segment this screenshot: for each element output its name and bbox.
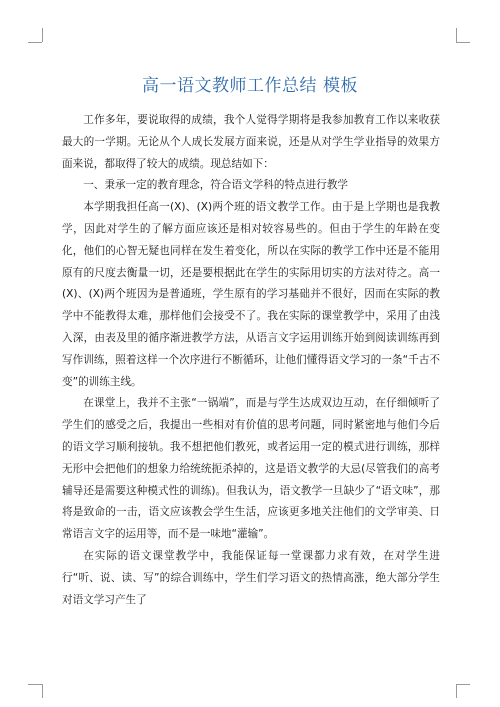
crop-mark-bottom-right-v [456,684,457,698]
paragraph-classroom: 在课堂上，我并不主张“一锅端”，而是与学生达成双边互动，在仔细倾听了学生们的感受之后，我提出一些相对有价值的思考问题，同时紧密地与他们今后的语文学习顺利接轨。我不想把他们教死，或者运用一定的模式进行训练，那样无形中会把他们的想象力给统统扼杀掉的，这是语文教学的大忌(尽管我们的高考辅导还是需要这种模式性的训练)。但我认为，语文教学一旦缺少了“语文味”，那将是致命的一击，语文应该教会学生生活，应该更多地关注他们的文学审美、日常语言文字的运用等，而不是一味地“灌输”。 [62,397,440,541]
paragraph-intro: 工作多年，要说取得的成绩，我个人觉得学期将是我参加教育工作以来收获最大的一学期。无论从个人成长发展方面来说，还是从对学生学业指导的效果方面来说，都取得了较大的成绩。现总结如下： [62,114,440,170]
section-heading-1: 一、秉承一定的教育理念，符合语文学科的特点进行教学 [83,179,349,192]
paragraph-practice: 在实际的语文课堂教学中，我能保证每一堂课都力求有效，在对学生进行“听、说、读、写”的综合训练中，学生们学习语文的热情高涨，绝大部分学生对语文学习产生了 [62,549,440,606]
crop-mark-top-right-v [456,28,457,42]
crop-mark-bottom-right-h [456,684,470,685]
document-body [62,110,440,611]
crop-mark-top-right-h [456,42,470,43]
crop-mark-bottom-left-v [42,684,43,698]
crop-mark-top-left-h [28,42,42,43]
crop-mark-bottom-left-h [28,684,42,685]
document-title: 高一语文教师工作总结 模板 [142,76,358,97]
crop-mark-top-left-v [42,28,43,42]
paragraph-teaching: 本学期我担任高一(X)、(X)两个班的语文教学工作。由于是上学期也是我教学，因此对学生的了解方面应该还是相对较容易些的。但由于学生的年龄在变化，他们的心智无疑也同样在发生着变化，所以在实际的教学工作中还是不能用原有的尺度去衡量一切，还是要根据此在学生的实际用切实的方法对待之。高一(X)、(X)两个班因为是普通班，学生原有的学习基础并不很好，因而在实际的教学中不能教得太难，那样他们会接受不了。我在实际的课堂教学中，采用了由浅入深，由表及里的循序渐进教学方法，从语言文字运用训练开始到阅读训练再到写作训练，照着这样一个次序进行不断循环，让他们懂得语文学习的一条“千古不变”的训练主线。 [62,201,440,388]
